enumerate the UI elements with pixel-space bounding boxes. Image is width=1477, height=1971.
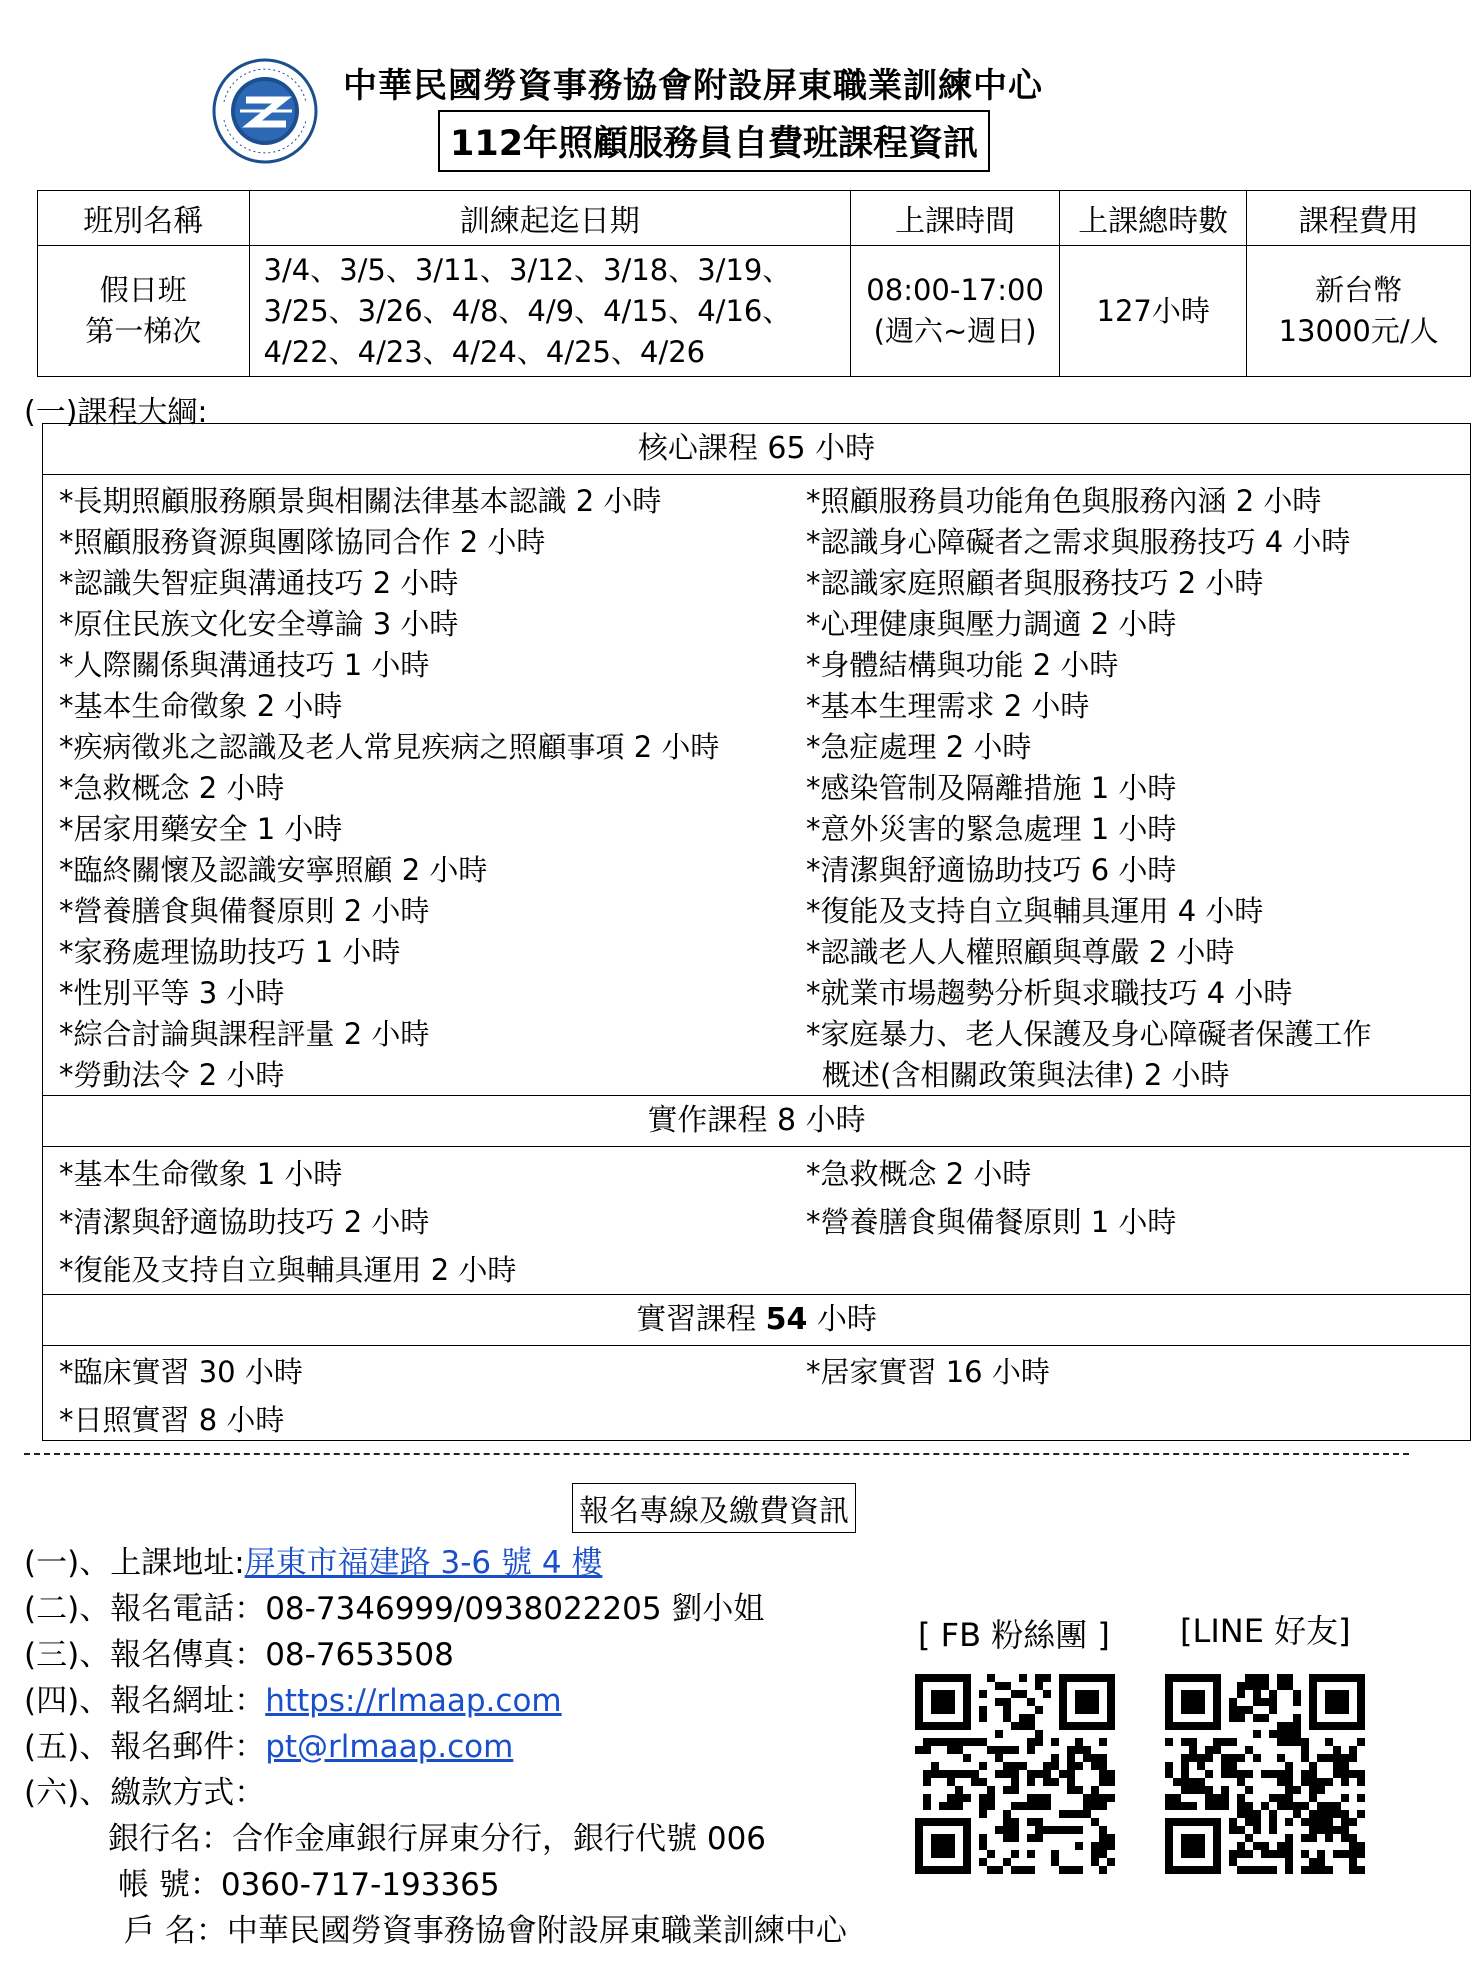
divider xyxy=(43,1345,1470,1346)
list-item: *臨終關懷及認識安寧照顧 2 小時 xyxy=(59,853,488,887)
list-item: 概述(含相關政策與法律) 2 小時 xyxy=(822,1058,1230,1092)
organization-logo-icon xyxy=(212,58,318,164)
divider xyxy=(43,1146,1470,1147)
list-item: *清潔與舒適協助技巧 6 小時 xyxy=(806,853,1177,887)
dashed-separator xyxy=(24,1453,1409,1455)
divider xyxy=(43,474,1470,475)
organization-name: 中華民國勞資事務協會附設屏東職業訓練中心 xyxy=(343,66,1043,106)
core-left-list xyxy=(59,481,719,1096)
table-header-row xyxy=(38,191,1471,246)
internship-left-list xyxy=(59,1348,303,1444)
website-link[interactable]: https://rlmaap.com xyxy=(265,1683,562,1719)
fb-qr-code-icon[interactable] xyxy=(915,1674,1115,1874)
time-cell: 08:00-17:00 (週六~週日) xyxy=(851,246,1060,377)
list-item: *照顧服務員功能角色與服務內涵 2 小時 xyxy=(806,484,1322,518)
account-name-line: 戶 名：中華民國勞資事務協會附設屏東職業訓練中心 xyxy=(124,1913,847,1949)
list-item: *身體結構與功能 2 小時 xyxy=(806,648,1119,682)
fee-cell: 新台幣 13000元/人 xyxy=(1247,246,1471,377)
fax-line: (三)、報名傳真：08-7653508 xyxy=(24,1637,454,1673)
fb-label: [ FB 粉絲團 ] xyxy=(918,1616,1110,1654)
list-item: *綜合討論與課程評量 2 小時 xyxy=(59,1017,430,1051)
list-item: *基本生命徵象 2 小時 xyxy=(59,689,343,723)
table-row xyxy=(38,246,1471,377)
list-item: *基本生命徵象 1 小時 xyxy=(59,1157,343,1191)
address-line: (一)、上課地址:屏東市福建路 3-6 號 4 樓 xyxy=(24,1545,603,1581)
list-item: *清潔與舒適協助技巧 2 小時 xyxy=(59,1205,430,1239)
course-outline-box xyxy=(42,423,1471,1441)
core-course-title: 核心課程 65 小時 xyxy=(637,431,876,466)
class-info-table xyxy=(37,190,1471,377)
practical-left-list xyxy=(59,1150,516,1294)
header-dates: 訓練起迄日期 xyxy=(249,191,851,246)
bank-line: 銀行名：合作金庫銀行屏東分行，銀行代號 006 xyxy=(108,1821,767,1857)
list-item: *勞動法令 2 小時 xyxy=(59,1058,285,1092)
line-label: [LINE 好友] xyxy=(1180,1612,1351,1650)
registration-title: 報名專線及繳費資訊 xyxy=(572,1483,856,1533)
list-item: *原住民族文化安全導論 3 小時 xyxy=(59,607,459,641)
list-item: *認識老人人權照顧與尊嚴 2 小時 xyxy=(806,935,1235,969)
payment-line: (六)、繳款方式： xyxy=(24,1775,266,1811)
website-line: (四)、報名網址：https://rlmaap.com xyxy=(24,1683,562,1719)
header xyxy=(0,40,1477,170)
list-item: *感染管制及隔離措施 1 小時 xyxy=(806,771,1177,805)
header-class-name: 班別名稱 xyxy=(38,191,250,246)
class-name-cell: 假日班 第一梯次 xyxy=(38,246,250,377)
list-item: *急症處理 2 小時 xyxy=(806,730,1032,764)
outline-heading: (一)課程大綱: xyxy=(24,395,208,430)
list-item: *居家用藥安全 1 小時 xyxy=(59,812,343,846)
list-item: *認識身心障礙者之需求與服務技巧 4 小時 xyxy=(806,525,1351,559)
list-item: *日照實習 8 小時 xyxy=(59,1403,285,1437)
list-item: *家務處理協助技巧 1 小時 xyxy=(59,935,401,969)
internship-right-list xyxy=(806,1348,1050,1396)
dates-cell: 3/4、3/5、3/11、3/12、3/18、3/19、 3/25、3/26、4/8、4/9、4/15、4/16、 4/22、4/23、4/24、4/25、4/26 xyxy=(249,246,851,377)
email-line: (五)、報名郵件：pt@rlmaap.com xyxy=(24,1729,514,1765)
registration-info xyxy=(24,1540,847,1954)
header-time: 上課時間 xyxy=(851,191,1060,246)
email-link[interactable]: pt@rlmaap.com xyxy=(265,1729,514,1765)
list-item: *臨床實習 30 小時 xyxy=(59,1355,303,1389)
list-item: *心理健康與壓力調適 2 小時 xyxy=(806,607,1177,641)
hours-cell: 127小時 xyxy=(1060,246,1247,377)
header-fee: 課程費用 xyxy=(1247,191,1471,246)
list-item: *復能及支持自立與輔具運用 2 小時 xyxy=(59,1253,517,1287)
list-item: *復能及支持自立與輔具運用 4 小時 xyxy=(806,894,1264,928)
list-item: *基本生理需求 2 小時 xyxy=(806,689,1090,723)
list-item: *性別平等 3 小時 xyxy=(59,976,285,1010)
internship-course-title: 實習課程 54 小時 xyxy=(636,1302,877,1337)
account-line: 帳 號：0360-717-193365 xyxy=(118,1867,500,1903)
list-item: *急救概念 2 小時 xyxy=(806,1157,1032,1191)
list-item: *營養膳食與備餐原則 1 小時 xyxy=(806,1205,1177,1239)
list-item: *急救概念 2 小時 xyxy=(59,771,285,805)
phone-line: (二)、報名電話：08-7346999/0938022205 劉小姐 xyxy=(24,1591,765,1627)
line-qr-code-icon[interactable] xyxy=(1165,1674,1365,1874)
page-title: 112年照顧服務員自費班課程資訊 xyxy=(438,110,990,172)
core-right-list xyxy=(806,481,1372,1096)
header-hours: 上課總時數 xyxy=(1060,191,1247,246)
list-item: *居家實習 16 小時 xyxy=(806,1355,1050,1389)
list-item: *照顧服務資源與團隊協同合作 2 小時 xyxy=(59,525,546,559)
list-item: *就業市場趨勢分析與求職技巧 4 小時 xyxy=(806,976,1293,1010)
list-item: *長期照顧服務願景與相關法律基本認識 2 小時 xyxy=(59,484,662,518)
list-item: *意外災害的緊急處理 1 小時 xyxy=(806,812,1177,846)
practical-right-list xyxy=(806,1150,1176,1246)
list-item: *疾病徵兆之認識及老人常見疾病之照顧事項 2 小時 xyxy=(59,730,720,764)
list-item: *營養膳食與備餐原則 2 小時 xyxy=(59,894,430,928)
practical-course-title: 實作課程 8 小時 xyxy=(647,1103,866,1138)
address-link[interactable]: 屏東市福建路 3-6 號 4 樓 xyxy=(244,1545,603,1581)
list-item: *人際關係與溝通技巧 1 小時 xyxy=(59,648,430,682)
list-item: *認識失智症與溝通技巧 2 小時 xyxy=(59,566,459,600)
list-item: *家庭暴力、老人保護及身心障礙者保護工作 xyxy=(806,1017,1372,1051)
list-item: *認識家庭照顧者與服務技巧 2 小時 xyxy=(806,566,1264,600)
